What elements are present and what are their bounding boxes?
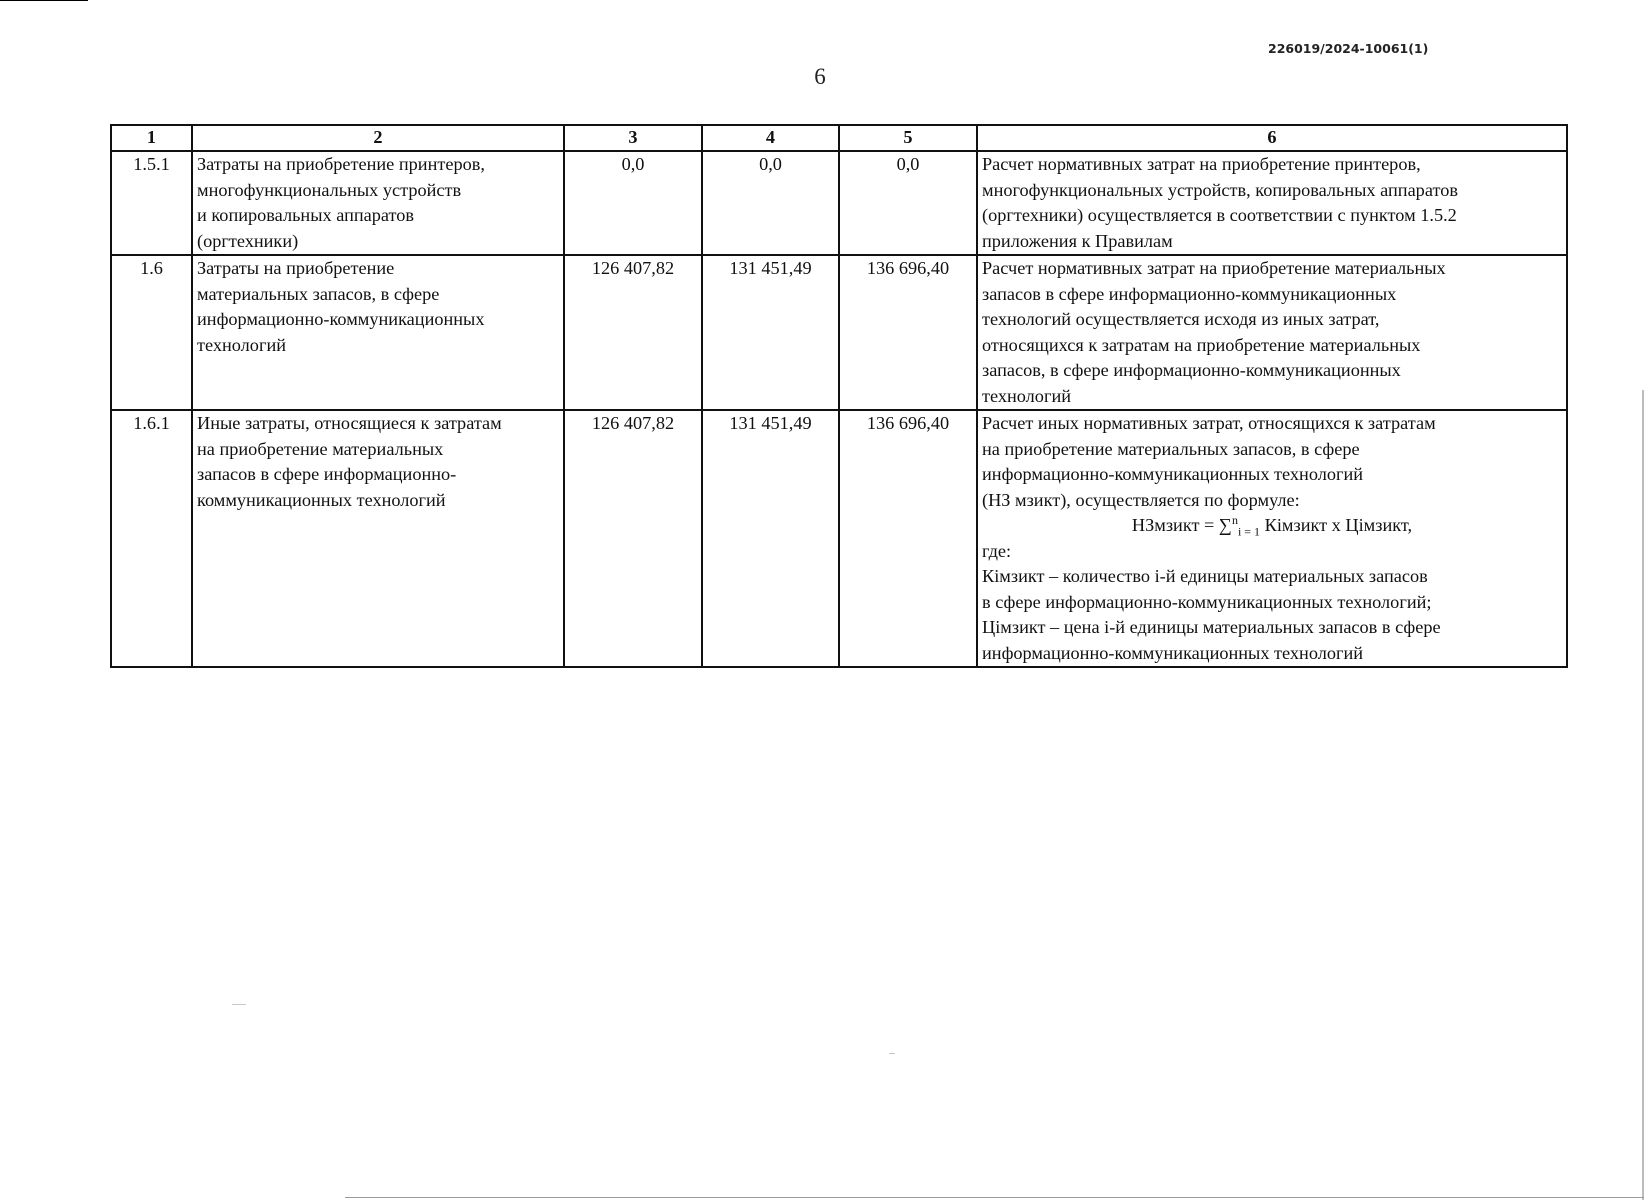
text-line: Расчет иных нормативных затрат, относящихся к затратам	[982, 413, 1436, 433]
text-line: материальных запасов, в сфере	[197, 283, 440, 304]
text-line: (оргтехники) осуществляется в соответствии с пунктом 1.5.2	[982, 205, 1457, 225]
text-line: информационно-коммуникационных	[197, 309, 485, 329]
value-col5: 136 696,40	[839, 255, 977, 410]
table-row	[111, 151, 1567, 255]
text-line: запасов в сфере информационно-	[197, 464, 457, 484]
text-line: приложения к Правилам	[982, 230, 1173, 251]
formula	[982, 513, 1562, 539]
registration-number: 226019/2024-10061(1)	[1268, 41, 1429, 56]
formula-upper-limit: n	[1231, 512, 1238, 527]
text-line: Расчет нормативных затрат на приобретение принтеров,	[982, 154, 1421, 174]
value-col4: 131 451,49	[702, 255, 839, 410]
text-line: запасов, в сфере информационно-коммуникационных	[982, 360, 1401, 380]
value-col4: 0,0	[702, 151, 839, 255]
column-header: 1	[111, 125, 192, 151]
scan-artifact-line	[0, 0, 88, 1]
text-line: на приобретение материальных	[197, 438, 444, 459]
text-line: технологий осуществляется исходя из иных затрат,	[982, 309, 1380, 329]
table-row	[111, 410, 1567, 667]
table-row	[111, 255, 1567, 410]
row-code: 1.6	[111, 255, 192, 410]
cost-table	[110, 124, 1568, 668]
value-col3: 126 407,82	[564, 255, 702, 410]
formula-lhs: НЗмзикт = ∑	[1131, 515, 1232, 535]
text-line: Цімзикт – цена і-й единицы материальных запасов в сфере	[982, 617, 1441, 637]
row-name	[192, 255, 564, 410]
row-code: 1.5.1	[111, 151, 192, 255]
row-name	[192, 151, 564, 255]
formula-lower-limit: i = 1	[1237, 524, 1261, 539]
text-line: (НЗ мзикт), осуществляется по формуле:	[982, 489, 1300, 510]
column-header: 2	[192, 125, 564, 151]
text-line: коммуникационных технологий	[197, 489, 446, 510]
value-col5: 0,0	[839, 151, 977, 255]
text-line: информационно-коммуникационных технологий	[982, 464, 1364, 484]
column-header: 4	[702, 125, 839, 151]
scan-speck	[889, 1053, 895, 1054]
row-name	[192, 410, 564, 667]
value-col4: 131 451,49	[702, 410, 839, 667]
value-col3: 126 407,82	[564, 410, 702, 667]
value-col5: 136 696,40	[839, 410, 977, 667]
text-line: многофункциональных устройств	[197, 179, 462, 200]
text-line: Кімзикт – количество і-й единицы материальных запасов	[982, 566, 1428, 586]
text-line: Затраты на приобретение принтеров,	[197, 154, 485, 174]
row-description	[977, 410, 1567, 667]
column-header: 3	[564, 125, 702, 151]
text-line: многофункциональных устройств, копировальных аппаратов	[982, 179, 1458, 200]
text-line: технологий	[197, 334, 287, 355]
text-line: Расчет нормативных затрат на приобретение материальных	[982, 258, 1446, 278]
page-number: 6	[814, 64, 826, 89]
text-line: Иные затраты, относящиеся к затратам	[197, 413, 502, 433]
row-description	[977, 151, 1567, 255]
text-line: технологий	[982, 385, 1072, 406]
table-header-row	[111, 125, 1567, 151]
value-col3: 0,0	[564, 151, 702, 255]
row-code: 1.6.1	[111, 410, 192, 667]
scan-speck	[232, 1004, 246, 1005]
formula-rhs: Кімзикт х Цімзикт,	[1260, 515, 1413, 535]
column-header: 6	[977, 125, 1567, 151]
text-line: информационно-коммуникационных технологий	[982, 642, 1364, 663]
text-line: Затраты на приобретение	[197, 258, 395, 278]
text-line: и копировальных аппаратов	[197, 205, 415, 225]
text-line: на приобретение материальных запасов, в сфере	[982, 438, 1360, 459]
column-header: 5	[839, 125, 977, 151]
text-line: относящихся к затратам на приобретение материальных	[982, 334, 1421, 355]
scan-artifact-line	[345, 1197, 1644, 1198]
text-line: (оргтехники)	[197, 230, 299, 251]
row-description	[977, 255, 1567, 410]
text-line: где:	[982, 540, 1012, 561]
text-line: запасов в сфере информационно-коммуникационных	[982, 283, 1397, 304]
text-line: в сфере информационно-коммуникационных технологий;	[982, 591, 1432, 612]
